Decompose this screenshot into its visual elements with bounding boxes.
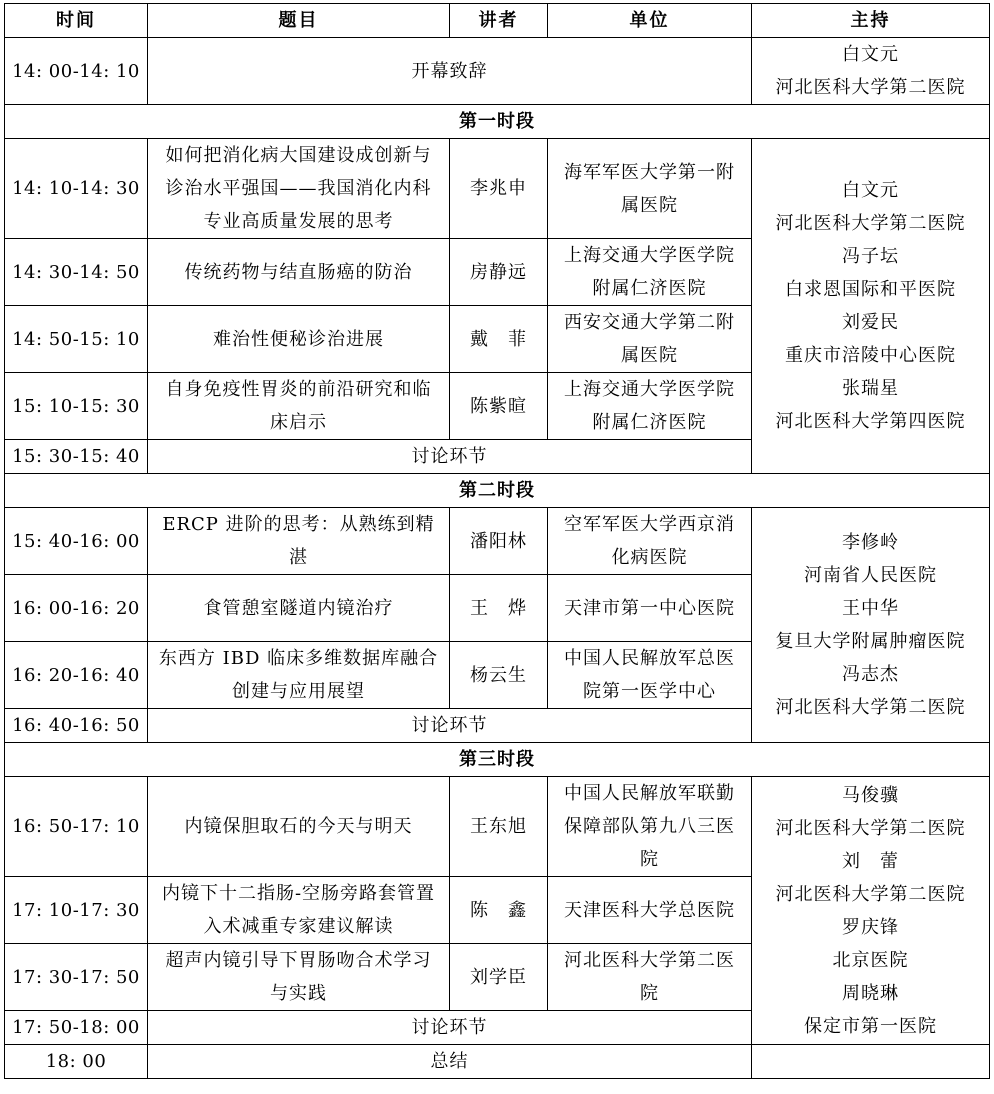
session-time: 14: 50-15: 10	[5, 306, 148, 373]
session-speaker: 王东旭	[450, 777, 548, 877]
host-name: 冯志杰	[842, 664, 899, 685]
session-topic: 东西方 IBD 临床多维数据库融合创建与应用展望	[148, 642, 450, 709]
section-title-row	[5, 743, 990, 777]
host-unit: 北京医院	[832, 949, 909, 971]
header-row	[5, 4, 990, 38]
session-time: 16: 20-16: 40	[5, 642, 148, 709]
host-unit: 河北医科大学第二医院	[775, 817, 966, 839]
session-speaker: 王 烨	[450, 575, 548, 642]
host-name: 王中华	[842, 598, 899, 619]
session-speaker: 杨云生	[450, 642, 548, 709]
header-time: 时间	[5, 4, 148, 38]
session-time: 17: 30-17: 50	[5, 944, 148, 1011]
section-title-row	[5, 474, 990, 508]
host-unit: 白求恩国际和平医院	[785, 279, 956, 300]
session-speaker: 房静远	[450, 239, 548, 306]
host-name: 李修岭	[842, 532, 899, 553]
host-name: 周晓琳	[842, 982, 899, 1004]
session-row	[5, 777, 990, 877]
session-topic: 难治性便秘诊治进展	[148, 306, 450, 373]
section-title: 第三时段	[5, 743, 990, 777]
closing-time: 18: 00	[5, 1045, 148, 1079]
host-name: 刘 蕾	[842, 850, 899, 872]
session-topic: 食管憩室隧道内镜治疗	[148, 575, 450, 642]
session-topic: 传统药物与结直肠癌的防治	[148, 239, 450, 306]
host-name: 白文元	[842, 180, 899, 201]
session-time: 14: 10-14: 30	[5, 139, 148, 239]
closing-row	[5, 1045, 990, 1079]
host-name: 刘爱民	[842, 312, 899, 333]
header-topic: 题目	[148, 4, 450, 38]
host-name: 罗庆锋	[842, 916, 899, 938]
closing-host-empty	[752, 1045, 990, 1079]
session-unit: 西安交通大学第二附属医院	[548, 306, 752, 373]
host-unit: 复旦大学附属肿瘤医院	[775, 631, 966, 652]
header-speaker: 讲者	[450, 4, 548, 38]
session-time: 15: 40-16: 00	[5, 508, 148, 575]
host-unit: 重庆市涪陵中心医院	[785, 345, 956, 366]
closing-label: 总结	[148, 1045, 752, 1079]
session-speaker: 李兆申	[450, 139, 548, 239]
session-unit: 上海交通大学医学院附属仁济医院	[548, 239, 752, 306]
opening-host	[752, 38, 990, 105]
session-time: 15: 10-15: 30	[5, 373, 148, 440]
session-topic: 内镜下十二指肠-空肠旁路套管置入术减重专家建议解读	[148, 877, 450, 944]
session-unit: 天津市第一中心医院	[548, 575, 752, 642]
session-unit: 上海交通大学医学院附属仁济医院	[548, 373, 752, 440]
host-unit: 河北医科大学第二医院	[775, 697, 966, 718]
session-unit: 中国人民解放军联勤保障部队第九八三医院	[548, 777, 752, 877]
session-unit: 海军军医大学第一附属医院	[548, 139, 752, 239]
opening-time: 14: 00-14: 10	[5, 38, 148, 105]
session-unit: 天津医科大学总医院	[548, 877, 752, 944]
section-hosts	[752, 139, 990, 474]
session-time: 14: 30-14: 50	[5, 239, 148, 306]
opening-host-unit: 河北医科大学第二医院	[775, 77, 966, 98]
discussion-label: 讨论环节	[148, 1011, 752, 1045]
section-title: 第一时段	[5, 105, 990, 139]
session-time: 16: 50-17: 10	[5, 777, 148, 877]
session-topic: ERCP 进阶的思考：从熟练到精湛	[148, 508, 450, 575]
host-unit: 保定市第一医院	[804, 1015, 937, 1037]
session-row	[5, 139, 990, 239]
host-name: 冯子坛	[842, 246, 899, 267]
session-time: 16: 00-16: 20	[5, 575, 148, 642]
section-title: 第二时段	[5, 474, 990, 508]
host-unit: 河南省人民医院	[804, 565, 937, 586]
opening-row	[5, 38, 990, 105]
session-speaker: 陈 鑫	[450, 877, 548, 944]
session-speaker: 陈紫暄	[450, 373, 548, 440]
session-topic: 超声内镜引导下胃肠吻合术学习与实践	[148, 944, 450, 1011]
section-hosts	[752, 777, 990, 1045]
host-name: 马俊骥	[842, 784, 899, 806]
discussion-label: 讨论环节	[148, 709, 752, 743]
session-topic: 内镜保胆取石的今天与明天	[148, 777, 450, 877]
discussion-time: 17: 50-18: 00	[5, 1011, 148, 1045]
discussion-time: 16: 40-16: 50	[5, 709, 148, 743]
schedule-table	[4, 3, 990, 1079]
section-title-row	[5, 105, 990, 139]
host-unit: 河北医科大学第二医院	[775, 883, 966, 905]
session-unit: 河北医科大学第二医院	[548, 944, 752, 1011]
discussion-label: 讨论环节	[148, 440, 752, 474]
discussion-time: 15: 30-15: 40	[5, 440, 148, 474]
opening-host-name: 白文元	[842, 44, 899, 65]
session-time: 17: 10-17: 30	[5, 877, 148, 944]
host-unit: 河北医科大学第四医院	[775, 411, 966, 432]
session-row	[5, 508, 990, 575]
session-unit: 中国人民解放军总医院第一医学中心	[548, 642, 752, 709]
header-host: 主持	[752, 4, 990, 38]
session-topic: 如何把消化病大国建设成创新与诊治水平强国——我国消化内科专业高质量发展的思考	[148, 139, 450, 239]
session-speaker: 戴 菲	[450, 306, 548, 373]
session-topic: 自身免疫性胃炎的前沿研究和临床启示	[148, 373, 450, 440]
host-unit: 河北医科大学第二医院	[775, 213, 966, 234]
session-speaker: 潘阳林	[450, 508, 548, 575]
opening-topic: 开幕致辞	[148, 38, 752, 105]
section-hosts	[752, 508, 990, 743]
header-unit: 单位	[548, 4, 752, 38]
host-name: 张瑞星	[842, 378, 899, 399]
session-speaker: 刘学臣	[450, 944, 548, 1011]
session-unit: 空军军医大学西京消化病医院	[548, 508, 752, 575]
